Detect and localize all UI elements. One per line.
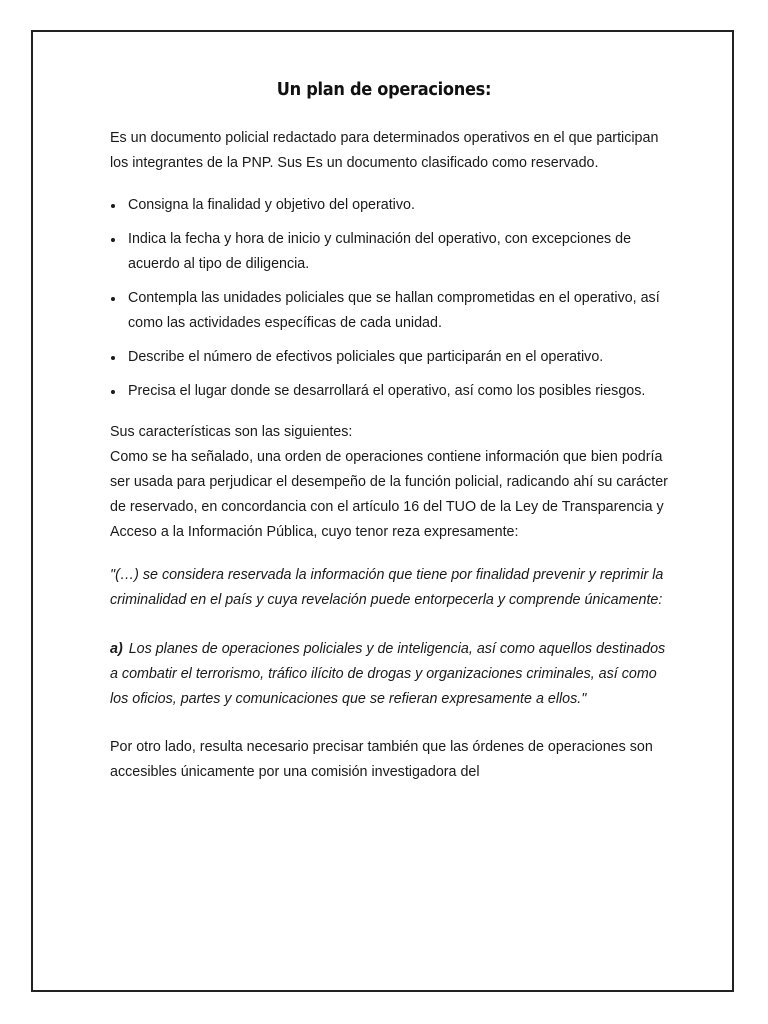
bullet-icon [111, 238, 115, 242]
legal-quote-item-a [110, 637, 670, 712]
characteristics-paragraph: Como se ha señalado, una orden de operaciones contiene información que bien podría ser usada para perjudicar el desempeño de la función policial, radicando ahí su carácter de reservado, en concordancia con el artículo 16 del TUO de la Ley de Transparencia y Acceso a la Información Pública, cuyo tenor reza expresamente: [110, 449, 668, 540]
bullet-icon [111, 390, 115, 394]
list-item-text: Describe el número de efectivos policiales que participarán en el operativo. [128, 349, 604, 365]
list-item-text: Indica la fecha y hora de inicio y culminación del operativo, con excepciones de acuerdo al tipo de diligencia. [128, 231, 632, 272]
list-item [110, 345, 670, 370]
list-item-text: Precisa el lugar donde se desarrollará el operativo, así como los posibles riesgos. [128, 383, 646, 399]
characteristics-heading: Sus características son las siguientes: [110, 424, 353, 440]
list-item [110, 193, 670, 218]
closing-paragraph: Por otro lado, resulta necesario precisar también que las órdenes de operaciones son accesibles únicamente por una comisión investigadora del [110, 739, 653, 780]
list-item-text: Consigna la finalidad y objetivo del operativo. [128, 197, 415, 213]
characteristics-section [110, 420, 670, 545]
document-title: Un plan de operaciones: [276, 79, 492, 100]
bullet-icon [111, 356, 115, 360]
item-a-text: Los planes de operaciones policiales y de inteligencia, así como aquellos destinados a combatir el terrorismo, tráfico ilícito de drogas y organizaciones criminales, así como los oficios, partes y comunicaciones que se refieran expresamente a ellos." [110, 641, 666, 707]
legal-quote: "(…) se considera reservada la información que tiene por finalidad prevenir y reprimir la criminalidad en el país y cuya revelación puede entorpecerla y comprende únicamente: [110, 567, 664, 608]
bullet-list [110, 193, 670, 404]
intro-paragraph: Es un documento policial redactado para determinados operativos en el que participan los integrantes de la PNP. Sus Es un documento clasificado como reservado. [110, 130, 659, 171]
item-a-marker: a) [110, 641, 123, 657]
list-item-text: Contempla las unidades policiales que se hallan comprometidas en el operativo, así como las actividades específicas de cada unidad. [128, 290, 660, 331]
list-item [110, 379, 670, 404]
list-item [110, 227, 670, 277]
bullet-icon [111, 204, 115, 208]
document-body [110, 126, 670, 785]
bullet-icon [111, 297, 115, 301]
list-item [110, 286, 670, 336]
